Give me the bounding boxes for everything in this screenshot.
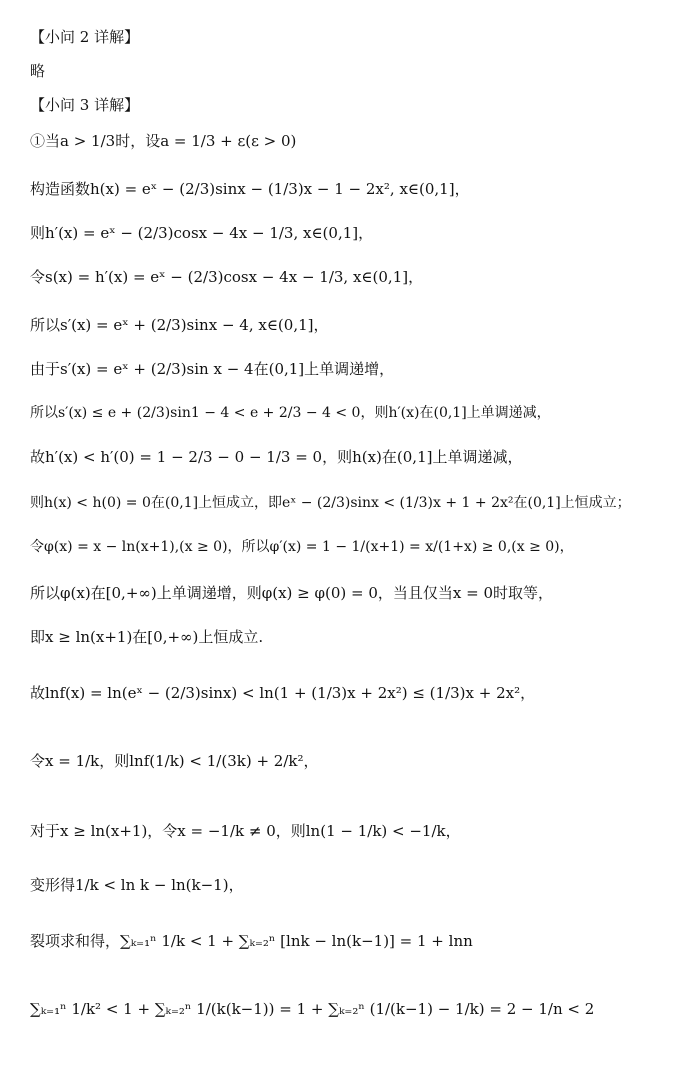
line-subq3-heading: 【小问 3 详解】 [30, 96, 140, 114]
line-derivative-h: 则h′(x) = eˣ − (2/3)cosx − 4x − 1/3, x∈(0,1]， [30, 224, 374, 242]
line-transform: 变形得1/k < ln k − ln(k−1)， [30, 876, 244, 894]
line-negative-substitution: 对于x ≥ ln(x+1)，令x = −1/k ≠ 0，则ln(1 − 1/k) < −1/k， [30, 822, 461, 840]
line-h-decreasing: 故h′(x) < h′(0) = 1 − 2/3 − 0 − 1/3 = 0，则h(x)在(0,1]上单调递减， [30, 448, 523, 466]
line-case-assumption: ①当a > 1/3时，设a = 1/3 + ε(ε > 0) [30, 132, 297, 150]
line-s-bound: 所以s′(x) ≤ e + (2/3)sin1 − 4 < e + 2/3 − 4 < 0，则h′(x)在(0,1]上单调递减， [30, 405, 551, 421]
line-subq2-omitted: 略 [30, 62, 46, 80]
line-construct-h: 构造函数h(x) = eˣ − (2/3)sinx − (1/3)x − 1 − 2x², x∈(0,1]， [30, 180, 470, 198]
line-subq2-heading: 【小问 2 详解】 [30, 28, 140, 46]
line-s-increasing: 由于s′(x) = eˣ + (2/3)sin x − 4在(0,1]上单调递增， [30, 360, 395, 378]
line-define-s: 令s(x) = h′(x) = eˣ − (2/3)cosx − 4x − 1/3, x∈(0,1]， [30, 268, 424, 286]
line-derivative-s: 所以s′(x) = eˣ + (2/3)sinx − 4, x∈(0,1]， [30, 316, 329, 334]
line-telescoping-sum: 裂项求和得，∑ₖ₌₁ⁿ 1/k < 1 + ∑ₖ₌₂ⁿ [lnk − ln(k−1)] = 1 + lnn [30, 932, 473, 950]
line-lnf-bound: 故lnf(x) = ln(eˣ − (2/3)sinx) < ln(1 + (1/3)x + 2x²) ≤ (1/3)x + 2x²， [30, 684, 536, 702]
line-inequality-holds: 则h(x) < h(0) = 0在(0,1]上恒成立，即eˣ − (2/3)sinx < (1/3)x + 1 + 2x²在(0,1]上恒成立； [30, 495, 631, 511]
line-phi-increasing: 所以φ(x)在[0,+∞)上单调递增，则φ(x) ≥ φ(0) = 0，当且仅当x = 0时取等， [30, 584, 554, 602]
line-define-phi: 令φ(x) = x − ln(x+1),(x ≥ 0)，所以φ′(x) = 1 − 1/(x+1) = x/(1+x) ≥ 0,(x ≥ 0)， [30, 539, 574, 555]
line-square-sum: ∑ₖ₌₁ⁿ 1/k² < 1 + ∑ₖ₌₂ⁿ 1/(k(k−1)) = 1 + ∑ₖ₌₂ⁿ (1/(k−1) − 1/k) = 2 − 1/n < 2 [30, 1000, 595, 1018]
line-log-inequality: 即x ≥ ln(x+1)在[0,+∞)上恒成立. [30, 628, 264, 646]
line-substitute-x: 令x = 1/k，则lnf(1/k) < 1/(3k) + 2/k²， [30, 752, 319, 770]
